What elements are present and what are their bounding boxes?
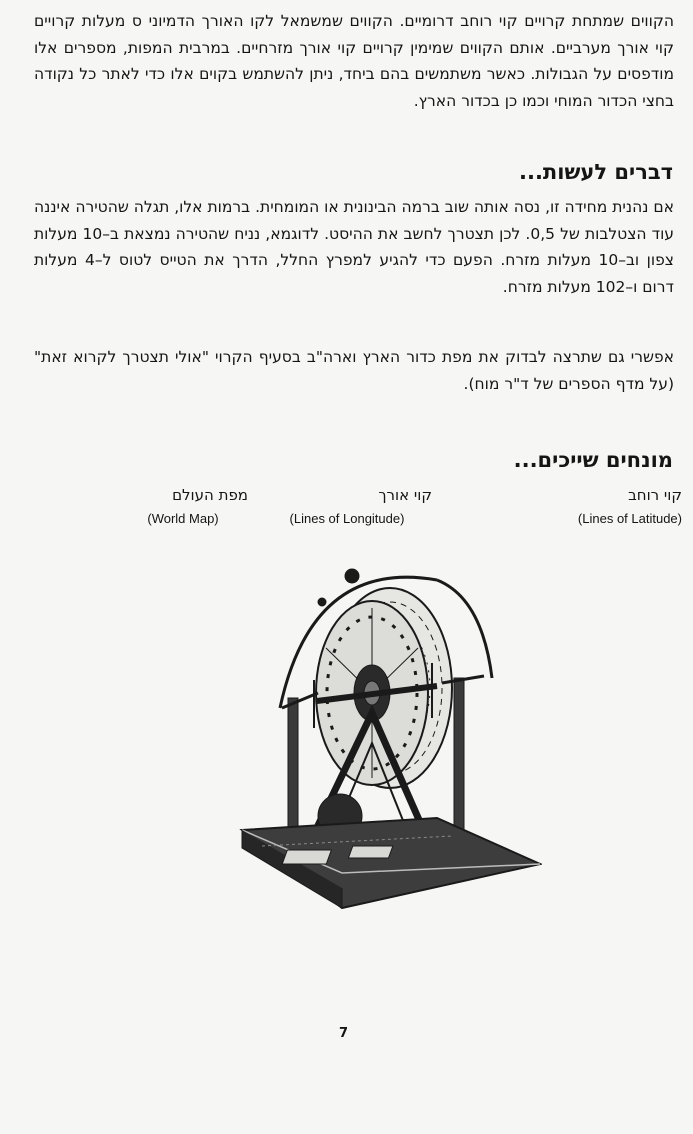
related-terms-heading: מונחים שייכים... [513, 448, 673, 472]
term-longitude-english: (Lines of Longitude) [289, 511, 405, 526]
page-number: 7 [339, 1026, 349, 1041]
term-longitude-hebrew: קוי אורך [378, 486, 432, 504]
term-world-map-english: (World Map) [147, 511, 219, 526]
things-to-do-paragraph-2: אפשרי גם שתרצה לבדוק את מפת כדור הארץ וארה"ב בסעיף הקרוי "אולי תצטרך לקרוא זאת" (על מדף הספרים של ד"ר מוח). [34, 348, 674, 393]
intro-paragraph: הקווים שמתחת קרויים קוי רוחב דרומיים. הקווים שמשמאל לקו האורך הדמיוני ס מעלות קרויים קוי אורך מערביים. אותם הקווים שמימין קרויים קוי אורך מזרחיים. במרבית המפות, מספרים אלו מודפסים על הגבולות. כאשר משתמשים בהם ביחד, ניתן להשתמש בקוים אלו כדי לאתר כל נקודה בחצי הכדור המוחי וכמו כן בכדור הארץ. [34, 12, 674, 110]
things-to-do-paragraph-1: אם נהנית מחידה זו, נסה אותה שוב ברמה הבינונית או המומחית. ברמות אלו, תגלה שהטירה איננה עוד הצטלבות של 0,5. לכן תצטרך לחשב את ההיסט. לדוגמא, נניח שהטירה נמצאת ב–10 מעלות צפון וב–10 מעלות מזרח. הפעם כדי להגיע למפרץ החלל, הדרך את הטייס לטוס ל–4 מעלות דרום ו–102 מעלות מזרח. [34, 198, 674, 296]
things-to-do-heading: דברים לעשות... [518, 160, 673, 184]
term-world-map-hebrew: מפת העולם [172, 486, 248, 504]
wimshurst-machine-icon [222, 568, 542, 922]
term-latitude-english: (Lines of Latitude) [577, 511, 682, 526]
term-world-map [118, 484, 248, 530]
term-latitude-hebrew: קוי רוחב [628, 486, 682, 504]
term-longitude [262, 484, 432, 530]
term-latitude [532, 484, 682, 530]
